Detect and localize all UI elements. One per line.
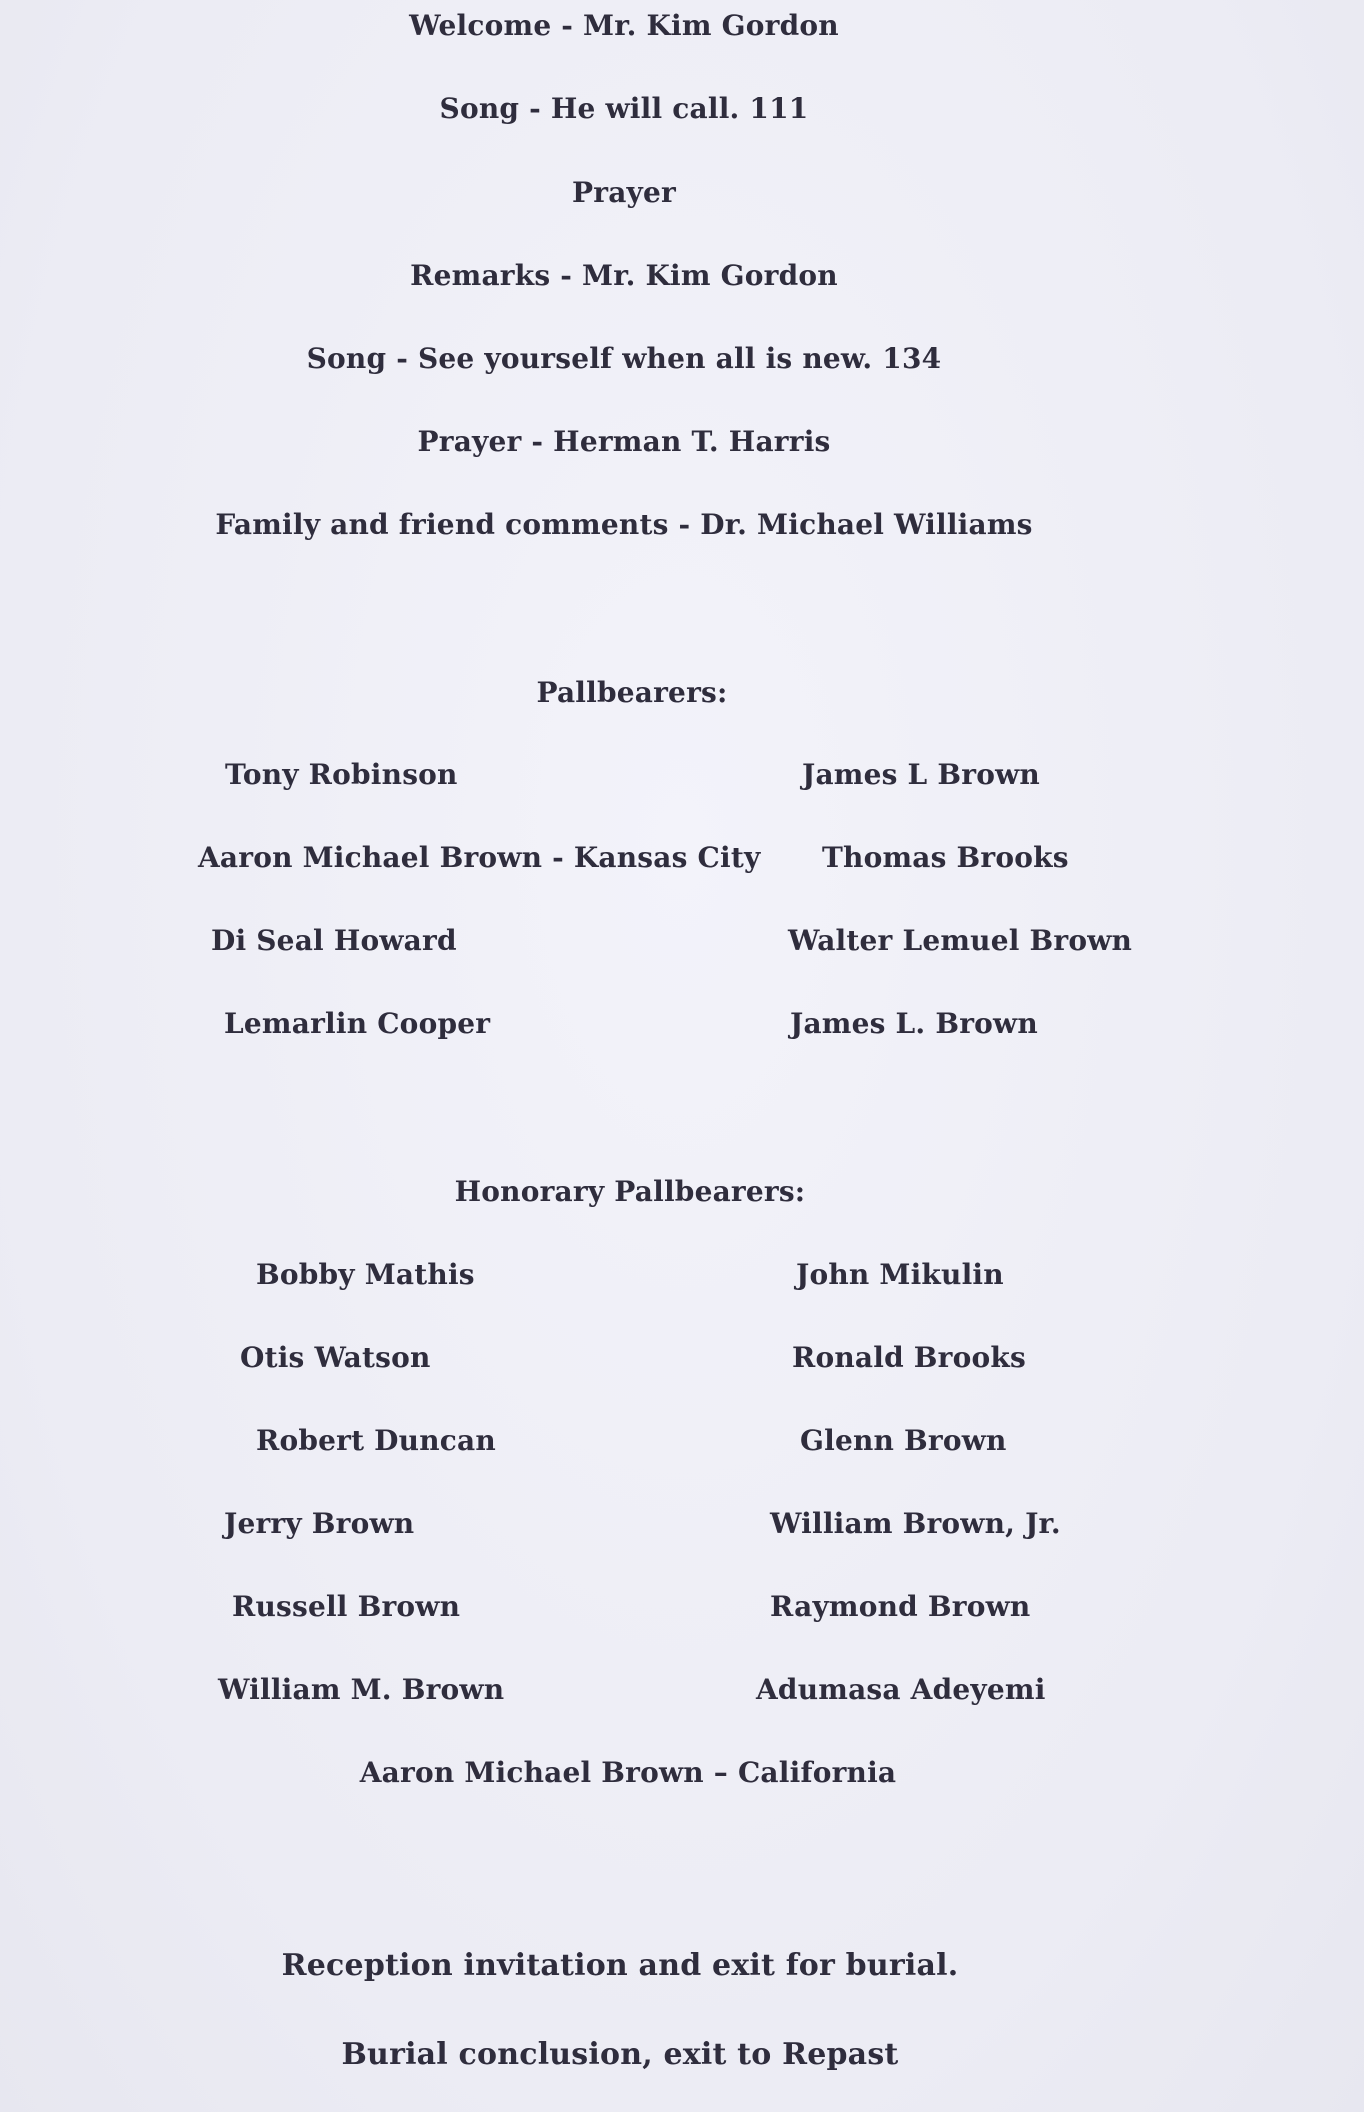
program-item-comments: Family and friend comments - Dr. Michael Williams — [215, 508, 1033, 541]
honorary-left-3: Robert Duncan — [256, 1424, 496, 1457]
program-item-prayer-harris: Prayer - Herman T. Harris — [417, 425, 831, 458]
program-item-song-1: Song - He will call. 111 — [439, 92, 809, 125]
program-item-welcome: Welcome - Mr. Kim Gordon — [409, 9, 839, 42]
pallbearer-right-3: Walter Lemuel Brown — [788, 924, 1133, 957]
honorary-right-6: Adumasa Adeyemi — [756, 1673, 1046, 1706]
honorary-right-2: Ronald Brooks — [792, 1341, 1026, 1374]
pallbearer-left-3: Di Seal Howard — [211, 924, 457, 957]
honorary-left-2: Otis Watson — [240, 1341, 431, 1374]
honorary-last: Aaron Michael Brown – California — [359, 1756, 897, 1789]
honorary-heading: Honorary Pallbearers: — [454, 1175, 806, 1208]
honorary-right-4: William Brown, Jr. — [770, 1507, 1061, 1540]
program-item-song-2: Song - See yourself when all is new. 134 — [306, 342, 942, 375]
pallbearers-heading: Pallbearers: — [536, 676, 728, 709]
honorary-right-5: Raymond Brown — [770, 1590, 1031, 1623]
pallbearer-right-4: James L. Brown — [790, 1007, 1038, 1040]
honorary-right-1: John Mikulin — [796, 1258, 1004, 1291]
pallbearer-left-4: Lemarlin Cooper — [224, 1007, 491, 1040]
honorary-left-6: William M. Brown — [218, 1673, 505, 1706]
pallbearer-left-1: Tony Robinson — [225, 758, 458, 791]
pallbearer-right-1: James L Brown — [802, 758, 1040, 791]
honorary-left-5: Russell Brown — [232, 1590, 461, 1623]
pallbearer-right-2: Thomas Brooks — [822, 841, 1069, 874]
honorary-left-1: Bobby Mathis — [256, 1258, 475, 1291]
program-item-remarks: Remarks - Mr. Kim Gordon — [410, 259, 838, 292]
pallbearer-left-2: Aaron Michael Brown - Kansas City — [198, 841, 761, 874]
program-item-prayer: Prayer — [572, 176, 676, 209]
honorary-left-4: Jerry Brown — [224, 1507, 415, 1540]
closing-reception: Reception invitation and exit for burial. — [281, 1948, 959, 1983]
closing-burial: Burial conclusion, exit to Repast — [341, 2037, 899, 2072]
honorary-right-3: Glenn Brown — [800, 1424, 1007, 1457]
